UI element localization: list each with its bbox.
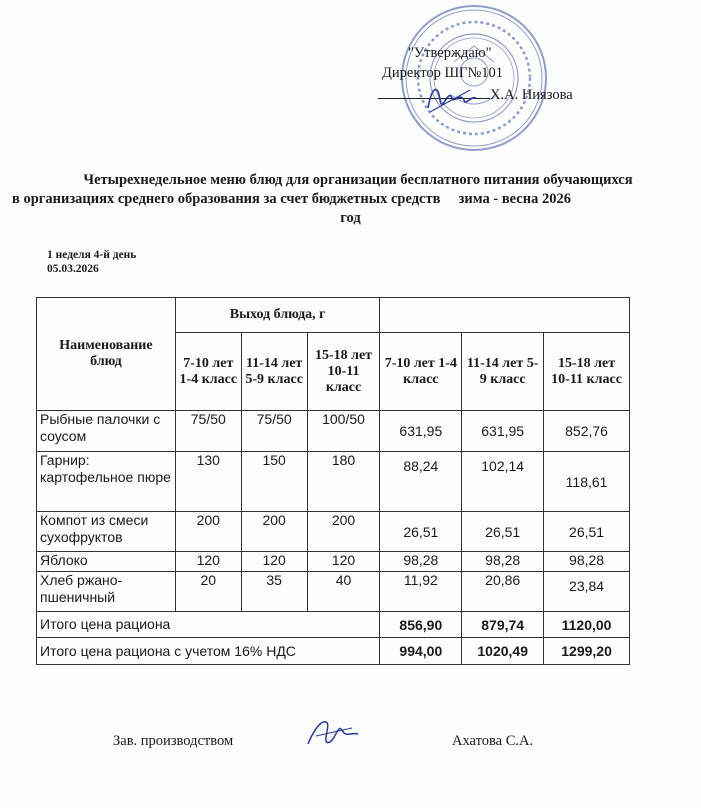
- manager-signature: [302, 712, 364, 754]
- header-price-age-11-14: 11-14 лет 5-9 класс: [462, 333, 544, 411]
- price-7-10: 98,28: [380, 552, 462, 572]
- price-11-14: 631,95: [462, 411, 544, 452]
- price-15-18: 26,51: [544, 512, 630, 552]
- day-date: 05.03.2026: [47, 263, 99, 275]
- yield-7-10: 75/50: [175, 411, 241, 452]
- price-15-18: 118,61: [544, 452, 630, 512]
- approval-name: Х.А. Ниязова: [490, 87, 573, 103]
- director-signature: [420, 78, 480, 118]
- dish-name: Хлеб ржано-пшеничный: [37, 572, 176, 612]
- yield-11-14: 200: [241, 512, 307, 552]
- total-row: [37, 612, 630, 638]
- total-vat-price-7-10: 994,00: [380, 638, 462, 665]
- yield-15-18: 180: [307, 452, 380, 512]
- table-row: [37, 512, 630, 552]
- price-11-14: 26,51: [462, 512, 544, 552]
- footer-position: Зав. производством: [113, 733, 234, 749]
- price-15-18: 852,76: [544, 411, 630, 452]
- price-7-10: 11,92: [380, 572, 462, 612]
- table-row: [37, 572, 630, 612]
- price-15-18: 23,84: [544, 572, 630, 612]
- yield-7-10: 130: [175, 452, 241, 512]
- total-price-11-14: 879,74: [462, 612, 544, 638]
- footer-name: Ахатова С.А.: [452, 733, 534, 749]
- total-label: Итого цена рациона: [37, 612, 380, 638]
- header-price-age-7-10: 7-10 лет 1-4 класс: [380, 333, 462, 411]
- yield-15-18: 100/50: [307, 411, 380, 452]
- total-vat-price-11-14: 1020,49: [462, 638, 544, 665]
- total-vat-label: Итого цена рациона с учетом 16% НДС: [37, 638, 380, 665]
- yield-15-18: 40: [307, 572, 380, 612]
- yield-11-14: 120: [241, 552, 307, 572]
- header-col-age-7-10: 7-10 лет 1-4 класс: [175, 333, 241, 411]
- header-dish-name: Наименование блюд: [37, 298, 176, 411]
- total-vat-row: [37, 638, 630, 665]
- header-yield: Выход блюда, г: [175, 298, 380, 333]
- yield-11-14: 35: [241, 572, 307, 612]
- price-11-14: 102,14: [462, 452, 544, 512]
- price-7-10: 631,95: [380, 411, 462, 452]
- yield-7-10: 200: [175, 512, 241, 552]
- table-row: [37, 452, 630, 512]
- yield-7-10: 120: [175, 552, 241, 572]
- header-col-age-15-18: 15-18 лет 10-11 класс: [307, 333, 380, 411]
- price-11-14: 20,86: [462, 572, 544, 612]
- dish-name: Компот из смеси сухофруктов: [37, 512, 176, 552]
- table-row: [37, 411, 630, 452]
- yield-11-14: 150: [241, 452, 307, 512]
- table-row: [37, 552, 630, 572]
- total-vat-price-15-18: 1299,20: [544, 638, 630, 665]
- approval-title: "Утверждаю": [408, 45, 492, 61]
- dish-name: Гарнир: картофельное пюре: [37, 452, 176, 512]
- price-7-10: 26,51: [380, 512, 462, 552]
- yield-11-14: 75/50: [241, 411, 307, 452]
- header-col-age-11-14: 11-14 лет 5-9 класс: [241, 333, 307, 411]
- title-line-2: в организациях среднего образования за счет бюджетных средств зима - весна 2026: [12, 191, 571, 207]
- approval-position: Директор ШГ№101: [382, 65, 504, 81]
- title-line-1: Четырехнедельное меню блюд для организации бесплатного питания обучающихся: [83, 172, 633, 188]
- yield-15-18: 120: [307, 552, 380, 572]
- yield-15-18: 200: [307, 512, 380, 552]
- menu-table: [36, 297, 630, 665]
- total-price-7-10: 856,90: [380, 612, 462, 638]
- yield-7-10: 20: [175, 572, 241, 612]
- dish-name: Яблоко: [37, 552, 176, 572]
- day-label: 1 неделя 4-й день: [47, 249, 137, 261]
- dish-name: Рыбные палочки с соусом: [37, 411, 176, 452]
- price-11-14: 98,28: [462, 552, 544, 572]
- price-7-10: 88,24: [380, 452, 462, 512]
- day-info: [47, 248, 136, 276]
- total-price-15-18: 1120,00: [544, 612, 630, 638]
- price-15-18: 98,28: [544, 552, 630, 572]
- header-price-blank: [380, 298, 630, 333]
- title-line-3: год: [340, 210, 361, 226]
- header-price-age-15-18: 15-18 лет 10-11 класс: [544, 333, 630, 411]
